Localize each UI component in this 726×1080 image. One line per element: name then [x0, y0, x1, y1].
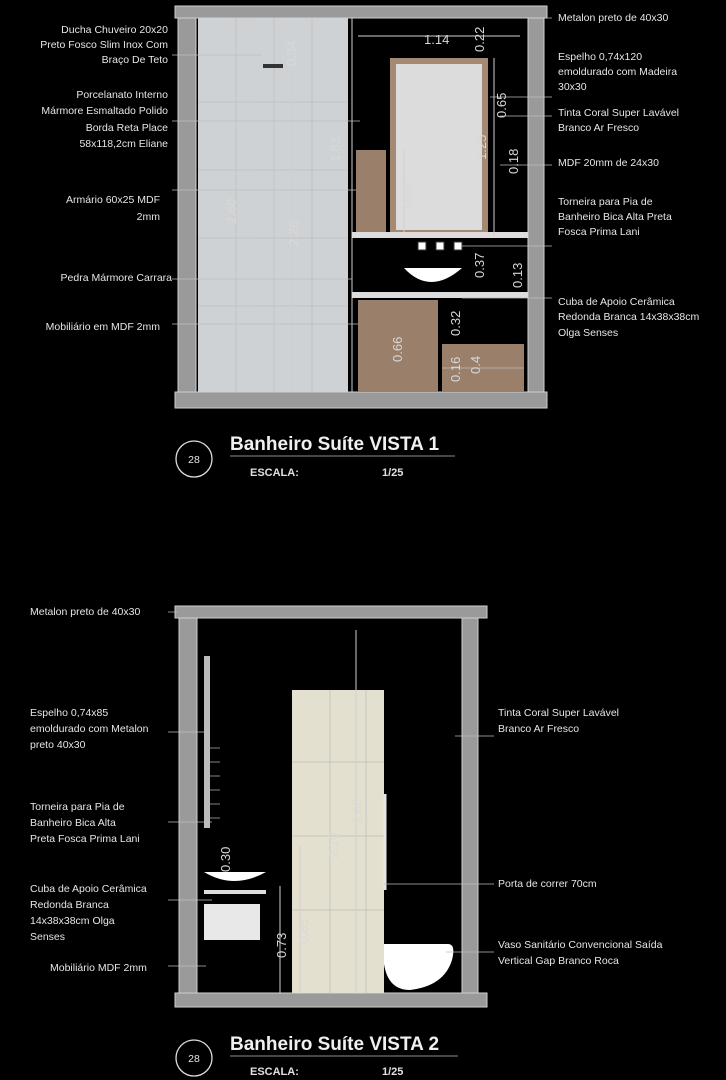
view2-label-toilet-2: Vertical Gap Branco Roca [498, 955, 619, 967]
view2-label-mirror-1: Espelho 0,74x85 [30, 707, 109, 719]
dim-0-22: 0.22 [472, 26, 487, 52]
dim-0-32: 0.32 [448, 310, 463, 336]
view2-right-wall [462, 618, 478, 993]
view2-label-paint-2: Branco Ar Fresco [498, 723, 580, 735]
view2-label-paint-1: Tinta Coral Super Lavável [498, 707, 620, 719]
view1-label-paint-1: Tinta Coral Super Lavável [558, 107, 680, 119]
dim-2-60: 2.60 [224, 198, 239, 224]
view1-label-shower-2: Preto Fosco Slim Inox Com [40, 39, 168, 51]
view2-title: Banheiro Suíte VISTA 2 [230, 1034, 440, 1055]
view1-title: Banheiro Suíte VISTA 1 [230, 434, 440, 455]
dim-v2-0-85: 0.85 [296, 918, 311, 944]
view2-title-block [176, 1034, 458, 1078]
view1-title-block [176, 434, 455, 479]
view1-label-mirror-3: 30x30 [558, 81, 587, 93]
view2-label-basin-4: Senses [30, 931, 66, 943]
view1-label-mirror-2: emoldurado com Madeira [558, 66, 678, 78]
view1-basin [404, 268, 462, 282]
dim-0-16: 0.16 [448, 356, 463, 382]
view2-label-faucet-1: Torneira para Pia de [30, 801, 125, 813]
view2-scale-value: 1/25 [382, 1066, 404, 1078]
dim-v2-0-30: 0.30 [218, 846, 233, 872]
dim-0-60: 0.60 [400, 182, 415, 208]
view1-label-mirror-1: Espelho 0,74x120 [558, 51, 643, 63]
view1-label-faucet-2: Banheiro Bica Alta Preta [558, 211, 672, 223]
dim-0-18: 0.18 [506, 148, 521, 174]
view1-number: 28 [188, 454, 200, 466]
dim-1-83: 1.83 [328, 136, 343, 162]
view2-drawing [168, 606, 494, 1007]
view1-right-wall [528, 18, 544, 392]
view2-toilet [384, 944, 453, 990]
view1-label-basin-2: Redonda Branca 14x38x38cm [558, 311, 700, 323]
view2-floor [175, 993, 487, 1007]
dim-1-14: 1.14 [424, 32, 450, 47]
view2-labels-left [30, 606, 149, 974]
view2-label-mirror-3: preto 40x30 [30, 739, 86, 751]
dim-0-13: 0.13 [510, 262, 525, 288]
dim-v2-2-60: 2.60 [350, 798, 365, 824]
view1-label-cabinet-1: Armário 60x25 MDF [66, 194, 160, 206]
view2-labels-right [498, 707, 663, 967]
view1-ceiling [175, 6, 547, 18]
view1-label-basin-1: Cuba de Apoio Cerâmica [558, 296, 675, 308]
view1-label-tile-1: Porcelanato Interno [76, 89, 168, 101]
dim-v2-2-10: 2.10 [326, 832, 341, 858]
view2-basin [204, 872, 266, 881]
view2-label-mirror-2: emoldurado com Metalon [30, 723, 149, 735]
view1-scale-value: 1/25 [382, 467, 404, 479]
view1-left-wall [178, 18, 196, 392]
view1-label-mdf: MDF 20mm de 24x30 [558, 157, 659, 169]
view2-label-basin-2: Redonda Branca [30, 899, 109, 911]
view1-label-basin-3: Olga Senses [558, 327, 619, 339]
view1-label-marble: Pedra Mármore Carrara [60, 272, 172, 284]
view1-countertop [352, 232, 528, 238]
view1-labels-left [40, 24, 172, 333]
view1-label-shower-3: Braço De Teto [101, 54, 168, 66]
view2-ceiling [175, 606, 487, 618]
view1-label-shower-1: Ducha Chuveiro 20x20 [61, 24, 168, 36]
dim-0-37: 0.37 [472, 252, 487, 278]
view2-vanity [204, 904, 260, 940]
view2-label-faucet-2: Banheiro Bica Alta [30, 817, 116, 829]
view1-label-tile-2: Mármore Esmaltado Polido [41, 105, 168, 117]
view1-label-faucet-3: Fosca Prima Lani [558, 226, 640, 238]
dim-2-26: 2.26 [286, 220, 301, 246]
dim-0-66: 0.66 [390, 336, 405, 362]
view2-label-basin-1: Cuba de Apoio Cerâmica [30, 883, 147, 895]
dim-0-65: 0.65 [494, 92, 509, 118]
view2-number: 28 [188, 1053, 200, 1065]
view1-scale-label: ESCALA: [250, 467, 299, 479]
view1-labels-right [558, 12, 700, 339]
view2-scale-label: ESCALA: [250, 1066, 299, 1078]
view2-label-faucet-3: Preta Fosca Prima Lani [30, 833, 140, 845]
view2-label-furniture: Mobiliário MDF 2mm [50, 962, 147, 974]
view1-label-paint-2: Branco Ar Fresco [558, 122, 640, 134]
view1-shower-head [263, 64, 283, 68]
view2-label-metalon: Metalon preto de 40x30 [30, 606, 141, 618]
view2-label-basin-3: 14x38x38cm Olga [30, 915, 115, 927]
view2-left-wall [179, 618, 197, 993]
view1-wall-cabinet [356, 150, 386, 232]
view1-label-cabinet-2: 2mm [136, 211, 160, 223]
view2-label-toilet-1: Vaso Sanitário Convencional Saída [498, 939, 663, 951]
view1-marble-panel [198, 18, 348, 392]
view2-label-door: Porta de correr 70cm [498, 878, 597, 890]
dim-1-25: 1.25 [474, 134, 489, 160]
view1-label-furniture: Mobiliário em MDF 2mm [45, 321, 160, 333]
view1-label-faucet-1: Torneira para Pia de [558, 196, 653, 208]
view1-floor [175, 392, 547, 408]
dim-0-4: 0.4 [468, 355, 483, 374]
view1-label-metalon: Metalon preto de 40x30 [558, 12, 669, 24]
view1-label-tile-3: Borda Reta Place [85, 122, 168, 134]
view1-label-tile-4: 58x118,2cm Eliane [79, 138, 168, 150]
dim-v2-0-73: 0.73 [274, 932, 289, 958]
dim-0-34: 0.34 [284, 40, 299, 66]
view2-mirror [204, 656, 210, 828]
